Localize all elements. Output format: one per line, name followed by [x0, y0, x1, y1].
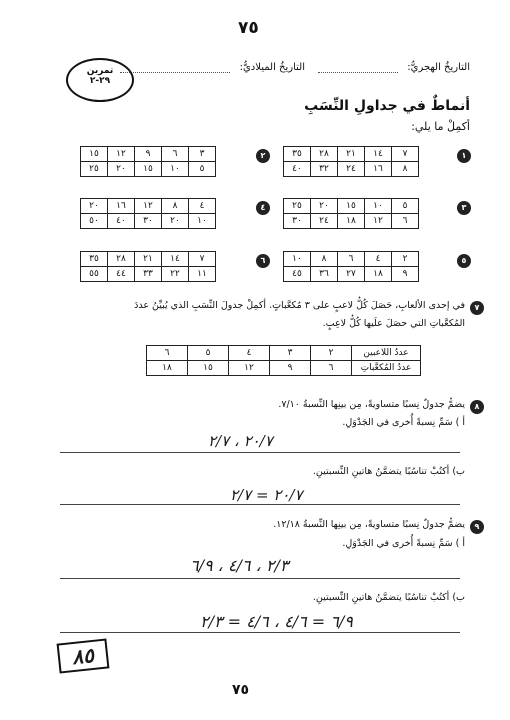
ratio-cell: ٣٠: [284, 214, 311, 229]
ratio-cell: ٤: [365, 252, 392, 267]
q9-a-answer-line[interactable]: [60, 578, 460, 579]
ratio-cell: ١٤: [162, 252, 189, 267]
ratio-cell: ٧: [392, 147, 419, 162]
ratio-cell: ٢١: [338, 147, 365, 162]
ratio-cell: ٤٠: [284, 162, 311, 177]
ratio-cell: ٣٠: [135, 214, 162, 229]
ratio-cell: ١٦: [365, 162, 392, 177]
q8-a-answer-line[interactable]: [60, 452, 460, 453]
ratio-cell: ١٨: [365, 267, 392, 282]
gregorian-date-label: التاريخُ الميلاديُّ:: [239, 62, 305, 73]
table-6-badge: ٦: [256, 254, 270, 268]
q7-cell: ٤: [229, 346, 270, 361]
q8-b-answer: ٢٠/٧ = ٢/٧: [230, 486, 303, 504]
q7-cell: ٢: [311, 346, 352, 361]
ratio-cell: ٢٥: [81, 162, 108, 177]
ratio-cell: ٢٨: [311, 147, 338, 162]
ratio-cell: ١٢: [365, 214, 392, 229]
ratio-cell: ٣٥: [81, 252, 108, 267]
table-1-badge: ١: [457, 149, 471, 163]
q7-badge: ٧: [470, 301, 484, 315]
ratio-cell: ٢: [392, 252, 419, 267]
ratio-cell: ٦: [162, 147, 189, 162]
ratio-cell: ١٠: [365, 199, 392, 214]
ratio-cell: ٩: [392, 267, 419, 282]
ratio-cell: ٢٤: [338, 162, 365, 177]
section-title: أنماطٌ في جداولِ النِّسَبِ: [304, 98, 470, 114]
ratio-cell: ٥٠: [81, 214, 108, 229]
ratio-cell: ٥: [189, 162, 216, 177]
ratio-cell: ١٥: [81, 147, 108, 162]
ratio-cell: ٤٥: [284, 267, 311, 282]
table-3-badge: ٣: [457, 201, 471, 215]
ratio-cell: ٤: [189, 199, 216, 214]
footer-page-number: ٧٥: [232, 682, 250, 698]
page-number: ٧٥: [238, 18, 259, 38]
stamp-word: تمرين: [86, 66, 114, 76]
ratio-cell: ٦: [392, 214, 419, 229]
ratio-cell: ٢٨: [108, 252, 135, 267]
ratio-cell: ١٠: [284, 252, 311, 267]
ratio-cell: ١٠: [189, 214, 216, 229]
ratio-table-3: [283, 198, 419, 229]
ratio-cell: ٣٥: [284, 147, 311, 162]
ratio-cell: ٨: [311, 252, 338, 267]
ratio-cell: ٣٢: [311, 162, 338, 177]
q8-part-a: أ ) سَمِّ نِسبةً أُخرى في الجَدْوَلِ.: [342, 417, 465, 428]
hijri-date-field[interactable]: [318, 72, 398, 73]
ratio-cell: ١٥: [338, 199, 365, 214]
ratio-cell: ١٥: [135, 162, 162, 177]
ratio-cell: ٤٠: [108, 214, 135, 229]
q7-cell: ١٥: [188, 361, 229, 376]
stamp-range: ٢٩-٢: [89, 76, 111, 86]
q7-cell: ٦: [311, 361, 352, 376]
q9-part-b: ب) أكتُبْ تناسُبًا يتضمَّنُ هاتينِ النِّسبتينِ.: [312, 592, 465, 603]
q7-cell: ١٢: [229, 361, 270, 376]
ratio-cell: ١٢: [135, 199, 162, 214]
q9-badge: ٩: [470, 520, 484, 534]
ratio-cell: ٣٣: [135, 267, 162, 282]
instruction: أكمِلْ ما يلي:: [411, 120, 470, 133]
ratio-cell: ٥: [392, 199, 419, 214]
ratio-cell: ٢١: [135, 252, 162, 267]
gregorian-date-field[interactable]: [120, 72, 230, 73]
ratio-cell: ٢٢: [162, 267, 189, 282]
ratio-cell: ٨: [162, 199, 189, 214]
ratio-cell: ٢٧: [338, 267, 365, 282]
q9-b-answer: ٦/٩ = ٤/٦ ، ٤/٦ = ٢/٣: [200, 612, 353, 631]
table-2-badge: ٢: [256, 149, 270, 163]
q7-cell: ٦: [147, 346, 188, 361]
ratio-cell: ٣: [189, 147, 216, 162]
ratio-table-1: [283, 146, 419, 177]
ratio-cell: ٨: [392, 162, 419, 177]
ratio-cell: ١٤: [365, 147, 392, 162]
q7-text-line1: في إحدى الألعابِ، حَصَلَ كُلُّ لاعبٍ على ٣ مُكعَّباتٍ. أكمِلْ جدولَ النِّسَبِ الذي يُبيِّنُ عددَ: [134, 300, 465, 311]
ratio-cell: ١١: [189, 267, 216, 282]
ratio-cell: ١٢: [108, 147, 135, 162]
ratio-table-6: [80, 251, 216, 282]
handwritten-score-box: ٨٥: [57, 638, 110, 673]
ratio-cell: ٢٤: [311, 214, 338, 229]
q9-a-answer: ٢/٣ ، ٤/٦ ، ٦/٩: [190, 556, 289, 575]
ratio-table-2: [80, 146, 216, 177]
ratio-table-4: [80, 198, 216, 229]
ratio-cell: ٢٠: [81, 199, 108, 214]
q9-text: يضمُّ جدولٌ نِسبًا متساويةً، مِن بينِها النِّسبةُ ١٢/١٨.: [273, 519, 465, 530]
ratio-cell: ٢٠: [162, 214, 189, 229]
ratio-cell: ٣٦: [311, 267, 338, 282]
ratio-cell: ٦: [338, 252, 365, 267]
ratio-cell: ٩: [135, 147, 162, 162]
ratio-cell: ٢٠: [311, 199, 338, 214]
q9-b-answer-line[interactable]: [60, 632, 460, 633]
ratio-table-5: [283, 251, 419, 282]
ratio-cell: ٥٥: [81, 267, 108, 282]
q8-part-b: ب) أكتُبْ تناسُبًا يتضمَّنُ هاتينِ النِّسبتينِ.: [312, 466, 465, 477]
q8-b-answer-line[interactable]: [60, 504, 460, 505]
q9-part-a: أ ) سَمِّ نِسبةً أُخرى في الجَدْوَلِ.: [342, 538, 465, 549]
ratio-cell: ١٠: [162, 162, 189, 177]
exercise-stamp: [66, 58, 134, 102]
q7-table: [146, 345, 421, 376]
q8-a-answer: ٢٠/٧ ، ٢/٧: [208, 432, 273, 450]
table-4-badge: ٤: [256, 201, 270, 215]
ratio-cell: ٢٥: [284, 199, 311, 214]
q8-badge: ٨: [470, 400, 484, 414]
q7-text-line2: المُكعَّباتِ التي حصَلَ علَيها كُلُّ لاعِبٍ.: [322, 318, 465, 329]
ratio-cell: ٤٤: [108, 267, 135, 282]
q7-cell: ١٨: [147, 361, 188, 376]
hijri-date-label: التاريخُ الهجريُّ:: [407, 62, 470, 73]
q7-cell: ٥: [188, 346, 229, 361]
ratio-cell: ١٦: [108, 199, 135, 214]
ratio-cell: ٧: [189, 252, 216, 267]
table-5-badge: ٥: [457, 254, 471, 268]
ratio-cell: ١٨: [338, 214, 365, 229]
q7-row2-label: عددُ المُكعَّباتِ: [352, 361, 421, 376]
q7-cell: ٩: [270, 361, 311, 376]
q7-row1-label: عددُ اللاعبين: [352, 346, 421, 361]
q7-cell: ٣: [270, 346, 311, 361]
ratio-cell: ٢٠: [108, 162, 135, 177]
q8-text: يضمُّ جدولٌ نِسبًا متساويةً، مِن بينِها النِّسبةُ ٧/١٠.: [278, 399, 465, 410]
